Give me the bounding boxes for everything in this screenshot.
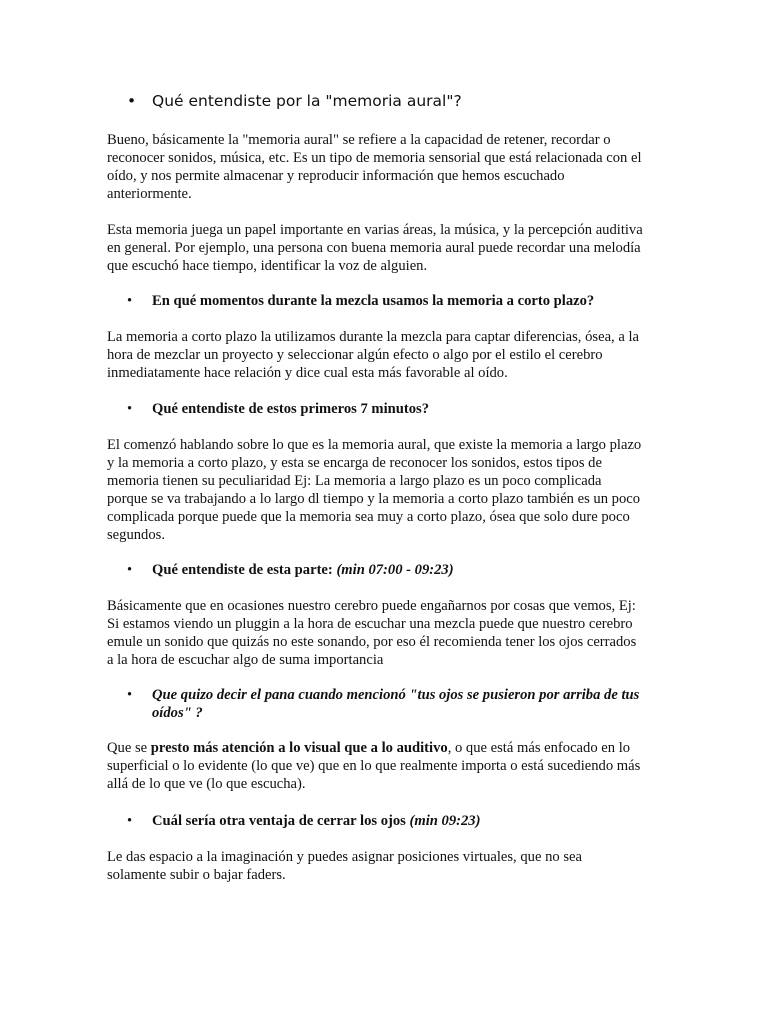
answer-1-paragraph-1 — [107, 131, 663, 203]
answer-2 — [107, 328, 663, 382]
text-line: superficial o lo evidente (lo que ve) que en lo que realmente importa o está sucediendo más — [107, 758, 641, 774]
question-6-text: Cuál sería otra ventaja de cerrar los ojos — [152, 813, 406, 829]
question-5-line-1: Que quizo decir el pana cuando mencionó "tus ojos se pusieron por arriba de tus — [152, 687, 640, 703]
question-2-text: En qué momentos durante la mezcla usamos la memoria a corto plazo? — [152, 293, 595, 309]
answer-5-emphasis: presto más atención a lo visual que a lo auditivo — [150, 740, 448, 756]
text-line: Le das espacio a la imaginación y puedes asignar posiciones virtuales, que no sea — [107, 849, 582, 865]
question-1 — [127, 92, 692, 110]
bullet: • — [127, 293, 133, 309]
question-3-text: Qué entendiste de estos primeros 7 minutos? — [152, 401, 430, 417]
text-line: complicada porque puede que la memoria sea muy a corto plazo, ósea que solo dure poco — [107, 509, 630, 525]
bullet: • — [127, 401, 133, 417]
answer-5-post: , o que está más enfocado en lo — [447, 740, 631, 756]
question-5-line-2: oídos" ? — [152, 705, 203, 721]
question-2 — [127, 292, 692, 310]
bullet: • — [127, 562, 133, 578]
text-line: y la memoria a corto plazo, y esta se encarga de reconocer los sonidos, estos tipos de — [107, 455, 602, 471]
question-6 — [127, 812, 692, 830]
text-line: porque se va trabajando a lo largo dl tiempo y la memoria a corto plazo también es un poco — [107, 491, 641, 507]
text-line: allá de lo que ve (lo que escucha). — [107, 776, 306, 792]
question-4-text: Qué entendiste de esta parte: — [152, 562, 333, 578]
bullet: • — [127, 813, 133, 829]
answer-5 — [107, 739, 663, 793]
text-line: emule un sonido que quizás no este sonando, por eso él recomienda tener los ojos cerrados — [107, 634, 637, 650]
text-line — [107, 739, 663, 757]
text-line: segundos. — [107, 527, 165, 543]
text-line: Básicamente que en ocasiones nuestro cerebro puede engañarnos por cosas que vemos, Ej: — [107, 598, 636, 614]
text-line: reconocer sonidos, música, etc. Es un tipo de memoria sensorial que está relacionada con el — [107, 150, 642, 166]
answer-1-paragraph-2 — [107, 221, 663, 275]
text-line: La memoria a corto plazo la utilizamos durante la mezcla para captar diferencias, ósea, a la — [107, 329, 639, 345]
text-line: anteriormente. — [107, 186, 192, 202]
text-line: solamente subir o bajar faders. — [107, 867, 286, 883]
bullet: • — [127, 92, 137, 110]
question-5 — [127, 686, 692, 722]
question-4 — [127, 561, 692, 579]
answer-6 — [107, 848, 663, 884]
text-line: memoria tienen su peculiaridad Ej: La memoria a largo plazo es un poco complicada — [107, 473, 602, 489]
text-line: El comenzó hablando sobre lo que es la memoria aural, que existe la memoria a largo plazo — [107, 437, 642, 453]
bullet: • — [127, 687, 133, 703]
text-line: oído, y nos permite almacenar y reproducir información que hemos escuchado — [107, 168, 565, 184]
text-line: Si estamos viendo un pluggin a la hora de escuchar una mezcla puede que nuestro cerebro — [107, 616, 633, 632]
answer-5-pre: Que se — [107, 740, 151, 756]
text-line: que escuchó hace tiempo, identificar la voz de alguien. — [107, 258, 428, 274]
answer-4 — [107, 597, 663, 669]
text-line: inmediatamente hace relación y dice cual esta más favorable al oído. — [107, 365, 508, 381]
text-line: Bueno, básicamente la "memoria aural" se refiere a la capacidad de retener, recordar o — [107, 132, 611, 148]
text-line: a la hora de escuchar algo de suma importancia — [107, 652, 384, 668]
text-line: hora de mezclar un proyecto y seleccionar algún efecto o algo por el estilo el cerebro — [107, 347, 603, 363]
question-1-text: Qué entendiste por la "memoria aural"? — [152, 92, 462, 110]
question-6-time: (min 09:23) — [409, 813, 481, 829]
text-line: en general. Por ejemplo, una persona con buena memoria aural puede recordar una melodía — [107, 240, 641, 256]
answer-3 — [107, 436, 663, 544]
question-4-time: (min 07:00 - 09:23) — [336, 562, 454, 578]
question-3 — [127, 400, 692, 418]
text-line: Esta memoria juega un papel importante en varias áreas, la música, y la percepción auditiva — [107, 222, 643, 238]
